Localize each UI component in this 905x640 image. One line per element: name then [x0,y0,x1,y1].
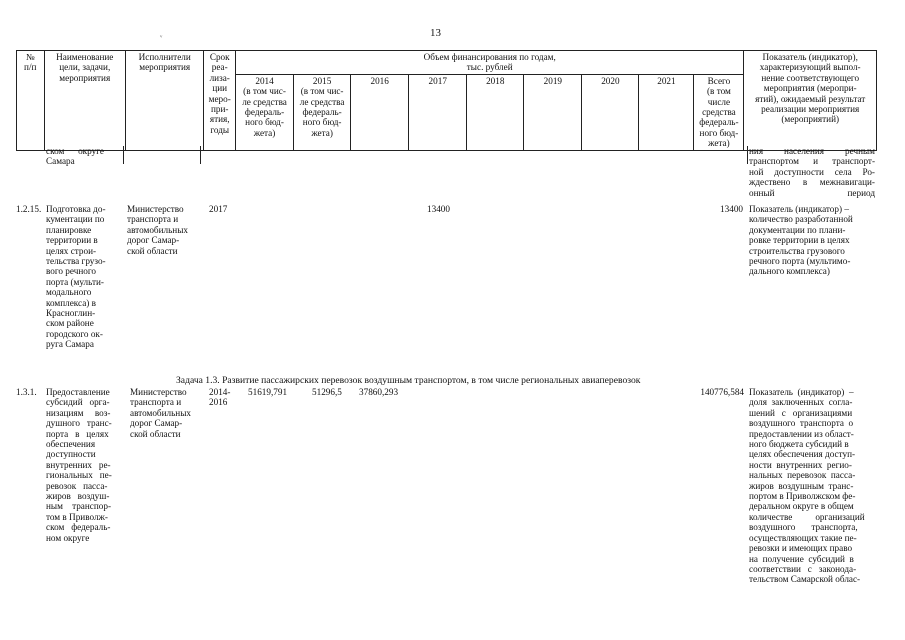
row-131-term: 2014- 2016 [209,387,231,408]
header-indicator: Показатель (индикатор), характеризующий выпол- нение соответствующего мероприятия (меропри- ятий), ожидаемый результат реализации мероприятия (мероприятий) [744,51,877,151]
row-1215-total: 13400 [720,204,743,214]
row-131-executor: Министерство транспорта и автомобильных дорог Самар- ской области [130,387,191,439]
header-term: Срок реа- лиза- ции меро- при- ятия, годы [204,51,236,151]
header-name: Наименование цели, задачи, мероприятия [44,51,126,151]
row-131-num: 1.3.1. [16,387,37,397]
row-131-value-2016: 37860,293 [359,387,399,397]
row-1215-executor: Министерство транспорта и автомобильных дорог Самар- ской области [127,204,188,256]
column-divider [200,146,201,164]
header-num: № п/п [17,51,45,151]
table-header [16,50,877,151]
row-131-name: Предоставление субсидий орга- низациям воз- душного транс- порта в целях обеспечения доступности внутренних ре- гиональных пе- ревозок пасса- жиров воздуш- ным транспор- том в Приволж- ском федераль- ном округе [46,387,112,543]
task-heading: Задача 1.3. Развитие пассажирских перевозок воздушным транспортом, в том числе региональных авиаперевозок [176,375,641,386]
header-year-2015: 2015 (в том чис- ле средства федераль- ного бюд- жета) [294,74,351,150]
page-number: 13 [430,27,441,39]
row-131-indicator: Показатель (индикатор) – доля заключенных согла- шений с организациями воздушного транспорта о предоставлении из област- ного бюджета субсидий в целях обеспечения доступ- ности внутренних регио- нальных перевозок пасса- жиров воздушным транс- портом в Приволжском фе- деральном округе в общем количестве организаций воздушного транспорта, осуществляющих такие пе- ревозки и имеющих право на получение субсидий в соответствии с законода- тельством Самарской облас- [749,387,865,585]
row-131-total: 140776,584 [700,387,744,397]
header-year-2020: 2020 [582,74,639,150]
header-executors: Исполнители мероприятия [126,51,204,151]
header-year-2014: 2014 (в том чис- ле средства федераль- ного бюд- жета) [236,74,294,150]
row-131-value-2015: 51296,5 [312,387,342,397]
row-1215-value-2017: 13400 [427,204,450,214]
header-year-2021: 2021 [639,74,694,150]
row-1215-name: Подготовка до- кументации по планировке территории в целях строи- тельства грузо- вого речного порта (мульти- модального комплекса) в Красноглин- ском районе городского ок- руга Самара [46,204,106,350]
scan-mark: ᵥ [160,30,163,39]
carryover-name: ском округе Самара [46,146,104,167]
header-year-2016: 2016 [351,74,409,150]
header-financing: Объем финансирования по годам, тыс. рублей [236,51,744,75]
row-1215-indicator: Показатель (индикатор) – количество разработанной документации по плани- ровке территории в целях строительства грузового речного порта (мультимо- дального комплекса) [749,204,853,277]
header-total: Всего (в том числе средства федераль- ного бюд- жета) [694,74,744,150]
header-year-2019: 2019 [524,74,582,150]
header-year-2017: 2017 [409,74,467,150]
header-year-2018: 2018 [467,74,524,150]
column-divider [747,146,748,164]
row-131-value-2014: 51619,791 [248,387,288,397]
carryover-indicator: ния населения речным транспортом и транспорт- ной доступности села Ро- ждествено в межнавигаци- онный период [749,146,875,198]
row-1215-term: 2017 [209,204,228,214]
row-1215-num: 1.2.15. [16,204,42,214]
column-divider [123,146,124,164]
table-body [16,146,877,640]
